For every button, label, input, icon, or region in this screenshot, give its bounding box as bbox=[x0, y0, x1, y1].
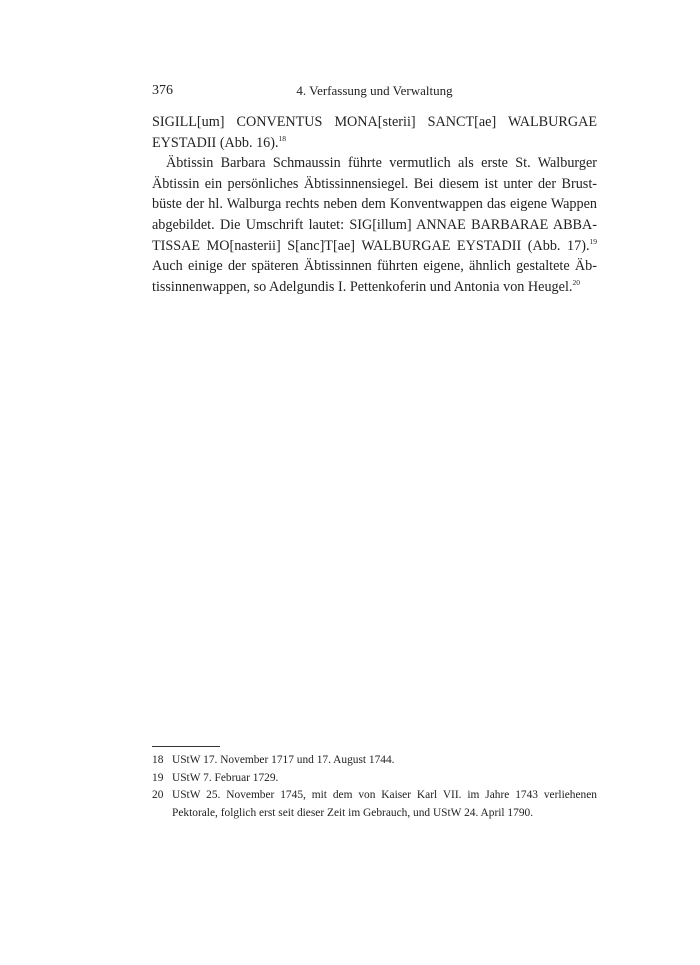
text-line: Äbtissin ein persönliches Äbtissinnensiegel. Bei diesem ist unter der Brust- bbox=[152, 175, 597, 192]
footnote-text bbox=[172, 770, 597, 788]
footnote-ref: 18 bbox=[278, 133, 287, 143]
footnote-line: UStW 7. Februar 1729. bbox=[172, 771, 279, 784]
footnote-number: 20 bbox=[152, 789, 164, 802]
footnote bbox=[152, 787, 597, 822]
body-text bbox=[152, 112, 597, 297]
text-line: abgebildet. Die Umschrift lautet: SIG[illum] ANNAE BARBARAE ABBA- bbox=[152, 216, 597, 233]
footnote-line: UStW 17. November 1717 und 17. August 1744. bbox=[172, 754, 395, 766]
footnote-line: UStW 25. November 1745, mit dem von Kaiser Karl VII. im Jahre 1743 verliehenen bbox=[172, 789, 597, 802]
footnotes bbox=[152, 752, 597, 822]
text-segment: EYSTADII (Abb. 16). bbox=[152, 134, 279, 151]
text-line bbox=[152, 277, 597, 298]
footnote-line: Pektorale, folglich erst seit dieser Zeit im Gebrauch, und UStW 24. April 1790. bbox=[172, 806, 534, 819]
text-line: Auch einige der späteren Äbtissinnen führten eigene, ähnlich gestaltete Äb- bbox=[152, 258, 597, 275]
paragraph bbox=[152, 153, 597, 297]
text-segment: TISSAE MO[nasterii] S[anc]T[ae] WALBURGAE EYSTADII (Abb. 17). bbox=[152, 237, 590, 254]
text-line: SIGILL[um] CONVENTUS MONA[sterii] SANCT[ae] WALBURGAE bbox=[152, 114, 597, 130]
text-segment: tissinnenwappen, so Adelgundis I. Pettenkoferin und Antonia von Heugel. bbox=[152, 278, 573, 295]
footnote bbox=[152, 752, 597, 770]
page-number: 376 bbox=[152, 83, 173, 98]
footnote-number: 18 bbox=[152, 754, 164, 766]
footnote-divider bbox=[152, 746, 220, 747]
text-line: büste der hl. Walburga rechts neben dem Konventwappen das eigene Wappen bbox=[152, 196, 597, 213]
running-head: 4. Verfassung und Verwaltung bbox=[296, 83, 453, 98]
footnote bbox=[152, 770, 597, 788]
footnote-number: 19 bbox=[152, 771, 164, 784]
footnote-text bbox=[172, 787, 597, 822]
footnote-ref: 19 bbox=[589, 236, 597, 246]
text-line bbox=[152, 133, 597, 154]
footnote-ref: 20 bbox=[572, 277, 580, 287]
footnote-text bbox=[172, 752, 597, 770]
page-header bbox=[152, 83, 597, 103]
text-line: Äbtissin Barbara Schmaussin führte vermutlich als erste St. Walburger bbox=[166, 155, 597, 172]
text-line bbox=[152, 236, 597, 257]
paragraph bbox=[152, 112, 597, 153]
